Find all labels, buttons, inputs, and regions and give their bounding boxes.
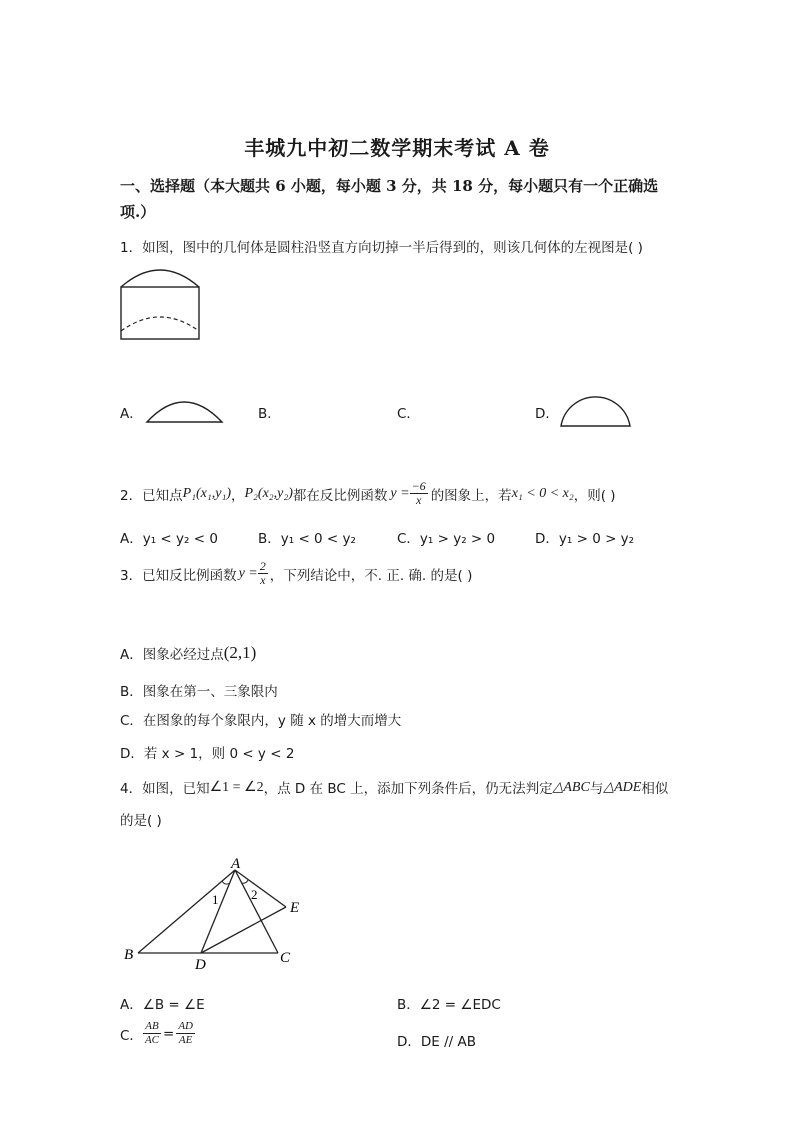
q4-line1-prefix: 4．如图，已知 [120, 781, 210, 797]
q4-c-f1-den: AC [144, 1034, 159, 1046]
q4-triangle-2: △ADE [603, 779, 642, 795]
q4-option-a[interactable]: A．∠B = ∠E [120, 997, 205, 1013]
q2-point-2: P₂(x₂,y₂) [244, 485, 293, 501]
q4-c-equals: = [163, 1025, 175, 1042]
section-heading: 一、选择题（本大题共 6 小题，每小题 3 分，共 18 分，每小题只有一个正确选 [120, 177, 659, 195]
q4-c-f1-num: AB [143, 1020, 161, 1034]
q2-func-lhs: y = [390, 485, 410, 501]
q4-c-f2-den: AE [178, 1034, 193, 1046]
q3-option-a-text: A．图象必经过点 [120, 647, 224, 663]
q3-suffix: ，下列结论中，不. 正. 确. 的是( ) [269, 567, 473, 584]
q3-fraction [258, 560, 268, 587]
q2-option-c[interactable]: C．y₁ > y₂ > 0 [397, 531, 496, 547]
q3-frac-den: x [260, 573, 266, 587]
q3-func-lhs: y = [238, 565, 258, 581]
q1-option-d-shape [559, 388, 633, 428]
q2-option-d[interactable]: D．y₁ > 0 > y₂ [535, 531, 635, 547]
question-4-text [120, 777, 668, 797]
page-title: 丰城九中初二数学期末考试 A 卷 [244, 136, 550, 160]
q3-option-a[interactable] [120, 643, 256, 663]
q2-condition: x₁ < 0 < x₂ [511, 485, 574, 501]
q1-option-d-label[interactable]: D． [535, 406, 559, 422]
q1-option-a-shape [145, 392, 225, 424]
q2-option-b[interactable]: B．y₁ < 0 < y₂ [258, 531, 356, 547]
q3-frac-num: 2 [259, 559, 266, 573]
question-4-text-cont: 的是( ) [120, 813, 162, 829]
q4-line1-end: 相似 [641, 781, 669, 797]
q4-angles: ∠1 = ∠2 [209, 779, 264, 795]
q3-option-a-point: (2,1) [223, 643, 257, 662]
section-heading-cont: 项.） [120, 203, 156, 221]
q3-option-c[interactable]: C．在图象的每个象限内，y 随 x 的增大而增大 [120, 713, 402, 729]
q4-option-c[interactable] [120, 1020, 195, 1047]
q4-c-f2-num: AD [178, 1020, 193, 1032]
q1-option-c-label[interactable]: C． [397, 406, 420, 422]
q2-prefix: 2．已知点 [120, 487, 183, 504]
q4-triangle-1: △ABC [552, 779, 590, 795]
q2-option-a[interactable]: A．y₁ < y₂ < 0 [120, 531, 218, 547]
q2-suffix: 的图象上，若 [430, 487, 512, 504]
q2-sep: ， [231, 487, 245, 504]
q2-end: ，则( ) [573, 487, 616, 504]
question-2-text [120, 480, 616, 507]
q2-mid: 都在反比例函数 [292, 487, 388, 504]
q4-option-d[interactable]: D．DE // AB [397, 1034, 476, 1050]
label-B: B [124, 947, 134, 963]
label-D: D [195, 957, 206, 973]
q1-option-b-label[interactable]: B． [258, 406, 281, 422]
question-1-figure [118, 265, 208, 345]
q3-option-b[interactable]: B．图象在第一、三象限内 [120, 684, 278, 700]
label-angle-2: 2 [251, 887, 258, 902]
label-A: A [231, 856, 241, 872]
q1-option-a-label[interactable]: A． [120, 406, 143, 422]
question-4-figure [118, 850, 318, 980]
question-1-text: 1．如图，图中的几何体是圆柱沿竖直方向切掉一半后得到的，则该几何体的左视图是( ) [120, 240, 643, 256]
q2-point-1: P₁(x₁,y₁) [182, 485, 231, 501]
q2-frac-den: x [415, 493, 422, 507]
label-angle-1: 1 [212, 892, 219, 907]
q2-frac-num: −6 [411, 479, 426, 493]
q4-option-b[interactable]: B．∠2 = ∠EDC [397, 997, 501, 1013]
q3-prefix: 3．已知反比例函数 [120, 567, 237, 584]
q4-c-fraction-1 [143, 1020, 161, 1047]
question-3-text [120, 560, 472, 587]
label-C: C [280, 950, 291, 966]
q2-fraction [410, 480, 428, 507]
q4-line1-mid: ，点 D 在 BC 上，添加下列条件后，仍无法判定 [263, 781, 553, 797]
q4-option-c-label: C． [120, 1027, 143, 1044]
q4-and: 与 [589, 781, 604, 797]
q3-option-d[interactable]: D．若 x > 1，则 0 < y < 2 [120, 746, 295, 762]
q4-c-fraction-2 [176, 1020, 195, 1047]
label-E: E [290, 900, 300, 916]
